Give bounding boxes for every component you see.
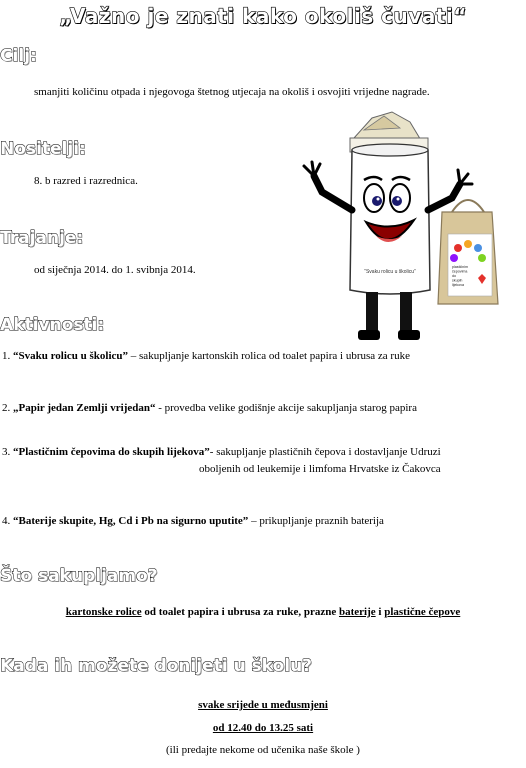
activity-num: 1.	[2, 350, 11, 362]
activity-item-3	[2, 446, 441, 458]
bag-text-2: čepovima	[452, 269, 468, 274]
activity-desc: – sakupljanje kartonskih rolica od toalet papira i ubrusa za ruke	[128, 350, 410, 362]
shopping-bag-icon	[438, 200, 498, 304]
heading-trajanje: Trajanje:	[0, 228, 84, 248]
kada-line-3: (ili predajte nekome od učenika naše škole )	[166, 744, 360, 756]
activity-item-3-line2: oboljenih od leukemije i limfoma Hrvatske iz Čakovca	[199, 463, 441, 475]
bag-text-3: do	[452, 274, 456, 278]
heading-cilj: Cilj:	[0, 46, 37, 66]
sto-text	[0, 606, 526, 618]
activity-num: 2.	[2, 402, 11, 414]
bag-text-1: plastičnim	[452, 265, 468, 269]
activity-name: “Svaku rolicu u školicu”	[13, 350, 129, 362]
activity-name: „Papir jedan Zemlji vrijedan“	[13, 402, 156, 414]
item-rolice: kartonske rolice	[65, 606, 142, 618]
nositelji-text: 8. b razred i razrednica.	[34, 175, 138, 187]
sto-part: od toalet papira i ubrusa za ruke, prazne	[141, 606, 339, 618]
activity-num: 3.	[2, 446, 11, 458]
kada-line-1: svake srijede u međusmjeni	[198, 699, 328, 711]
body-text: “Svaku rolicu u školicu”	[364, 269, 416, 275]
legs-icon	[358, 292, 420, 340]
sto-part: i	[375, 606, 385, 618]
cilj-text: smanjiti količinu otpada i njegovoga štetnog utjecaja na okoliš i osvojiti vrijedne nagrade.	[34, 86, 430, 98]
activity-desc: - sakupljanje plastičnih čepova i dostavljanje Udruzi	[209, 446, 441, 458]
activity-name: “Baterije skupite, Hg, Cd i Pb na sigurno uputite”	[13, 515, 249, 527]
activity-desc: – prikupljanje praznih baterija	[248, 515, 384, 527]
activity-num: 4.	[2, 515, 11, 527]
activity-name: “Plastičnim čepovima do skupih lijekova”	[13, 446, 210, 458]
page-title: „Važno je znati kako okoliš čuvati“	[59, 4, 467, 28]
heading-aktivnosti: Aktivnosti:	[0, 315, 105, 335]
bag-text-5: lijekova	[452, 283, 464, 287]
activity-item-2	[2, 402, 417, 414]
bag-text-4: skupih	[452, 278, 463, 283]
roll-body-icon	[350, 144, 430, 294]
item-cepovi: plastične čepove	[384, 606, 461, 618]
kada-line-2: od 12.40 do 13.25 sati	[212, 722, 314, 734]
activity-item-4	[2, 515, 384, 527]
mascot-illustration	[292, 108, 502, 344]
heading-kada: Kada ih možete donijeti u školu?	[0, 656, 312, 676]
activity-desc: - provedba velike godišnje akcije sakupljanja starog papira	[155, 402, 417, 414]
item-baterije: baterije	[338, 606, 376, 618]
heading-nositelji: Nositelji:	[0, 139, 86, 159]
trajanje-text: od siječnja 2014. do 1. svibnja 2014.	[34, 264, 196, 276]
heading-sto-sakupljamo: Što sakupljamo?	[0, 566, 158, 586]
activity-item-1	[2, 350, 410, 362]
